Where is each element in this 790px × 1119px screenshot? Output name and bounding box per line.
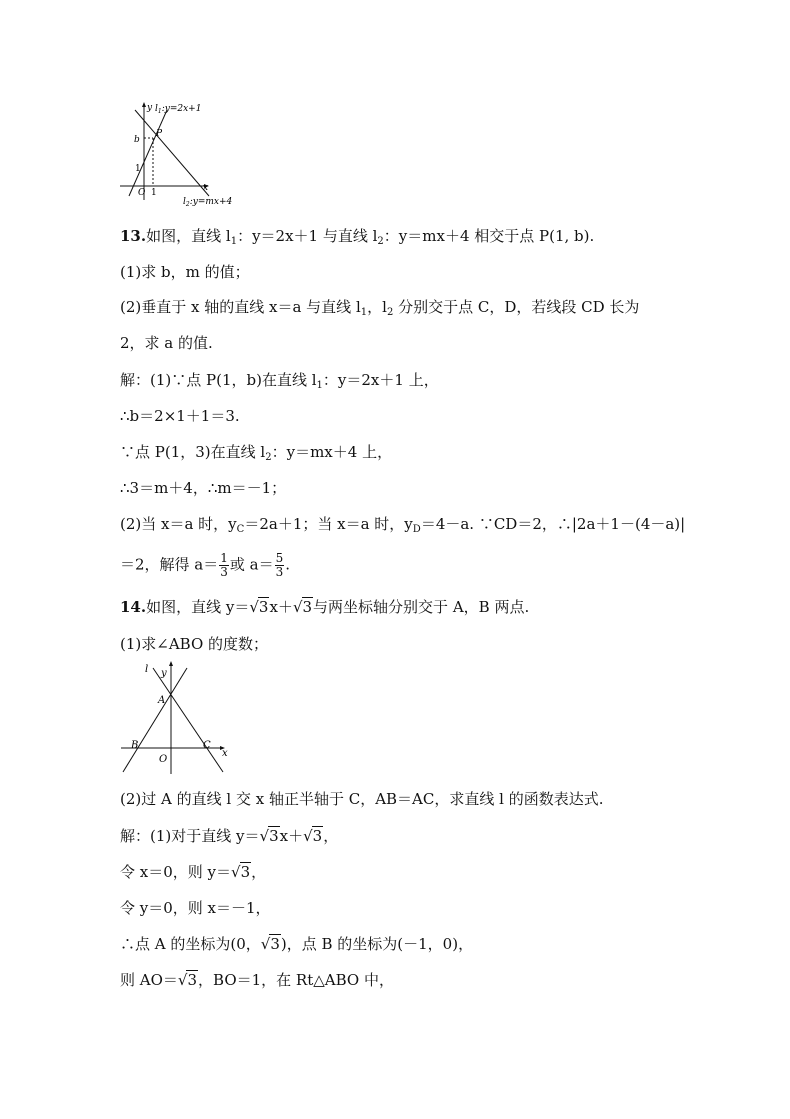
- q13-part2-cont: 2，求 a 的值.: [120, 334, 213, 352]
- q13-stem: 13.如图，直线 $l_1$：y＝2x＋1 与直线 $l_2$：y＝mx＋4 相交于点 P(1, b).: [120, 227, 595, 247]
- fig2-a-label: A: [158, 695, 166, 706]
- fig1-l1-eq: :y=2x+1: [161, 104, 202, 114]
- q14-sol-1: 解：(1)对于直线 y＝√3x＋√3，: [120, 827, 339, 845]
- q13-part2: (2)垂直于 x 轴的直线 x＝a 与直线 $l_1$，$l_2$ 分别交于点 C，D，若线段 CD 长为: [120, 298, 640, 318]
- fig1-one-y: 1: [135, 164, 141, 174]
- q13-part1: (1)求 b，m 的值；: [120, 263, 250, 281]
- fig1-one-x: 1: [151, 188, 157, 198]
- sqrt-3: √3: [292, 598, 313, 616]
- fig1-l2-sub: 2: [185, 201, 190, 208]
- fig2-o-label: O: [159, 754, 168, 765]
- fig2-x-label: x: [222, 748, 228, 759]
- sqrt-3: √3: [231, 863, 251, 881]
- sqrt-3: √3: [260, 935, 280, 953]
- sqrt-3: √3: [177, 971, 198, 989]
- line-l2: [135, 110, 209, 196]
- q13-sol-6: ＝2，解得 a＝ $\frac{1}{3}$ 或 a＝ $\frac{5}{3}$ .: [120, 551, 291, 579]
- q14-sol-5: 则 AO＝√3，BO＝1，在 Rt△ABO 中，: [120, 971, 394, 989]
- q13-sol-2: ∴b＝2×1＋1＝3.: [120, 407, 240, 425]
- line-l1: [129, 110, 167, 196]
- q13-sol-5: (2)当 x＝a 时，$y_C=2a+1$；当 x＝a 时，$y_D=4-a$. ∵CD＝2，∴|2a＋1－(4－a)|: [120, 515, 686, 535]
- q14-number: 14.: [120, 598, 147, 616]
- fig1-origin: O: [138, 188, 146, 198]
- q13-number: 13.: [120, 227, 147, 245]
- fraction-one-third: $\frac{1}{3}$: [220, 551, 228, 579]
- fig1-b-tick: b: [134, 135, 140, 145]
- fig1-l2-label: l: [183, 197, 186, 207]
- fig2-l-label: l: [145, 664, 149, 675]
- fig1-l1-sub: 1: [157, 108, 162, 115]
- fig1-l1-label: l: [155, 104, 158, 114]
- q13-sol-4: ∴3＝m＋4，∴m＝－1；: [120, 479, 287, 497]
- q14-sol-3: 令 y＝0，则 x＝－1，: [120, 899, 271, 917]
- sqrt-3: √3: [259, 827, 279, 845]
- fig1-p-label: P: [156, 129, 163, 139]
- q13-sol-3: ∵点 P(1，3)在直线 $l_2$：y＝mx＋4 上，: [120, 443, 393, 463]
- sqrt-3: √3: [303, 827, 323, 845]
- fig1-l2-eq: :y=mx+4: [189, 197, 233, 207]
- svg-text:l2:y=mx+4: [183, 197, 233, 208]
- figure-13-graph: [115, 100, 255, 208]
- svg-text:l1:y=2x+1: [155, 104, 201, 115]
- fig2-y-label: y: [161, 668, 167, 679]
- fig2-b-label: B: [131, 740, 139, 751]
- fig2-c-label: C: [203, 740, 211, 751]
- sqrt-3: √3: [249, 598, 269, 616]
- line-ab: [123, 668, 187, 772]
- q14-sol-2: 令 x＝0，则 y＝√3，: [120, 863, 267, 881]
- fraction-five-thirds: $\frac{5}{3}$: [275, 551, 284, 579]
- figure-14-graph: [115, 656, 240, 778]
- q14-stem: 14.如图，直线 y＝√3x＋√3与两坐标轴分别交于 A，B 两点.: [120, 598, 530, 616]
- fig1-x-label: x: [203, 183, 209, 193]
- q13-sol-1: 解：(1)∵点 P(1，b)在直线 $l_1$：y＝2x＋1 上，: [120, 371, 439, 391]
- q14-part2: (2)过 A 的直线 l 交 x 轴正半轴于 C，AB＝AC，求直线 l 的函数表达式.: [120, 790, 604, 808]
- q14-part1: (1)求∠ABO 的度数；: [120, 635, 269, 653]
- fig1-y-label: y: [147, 103, 153, 113]
- q14-sol-4: ∴点 A 的坐标为(0，√3)，点 B 的坐标为(－1，0)，: [120, 935, 474, 953]
